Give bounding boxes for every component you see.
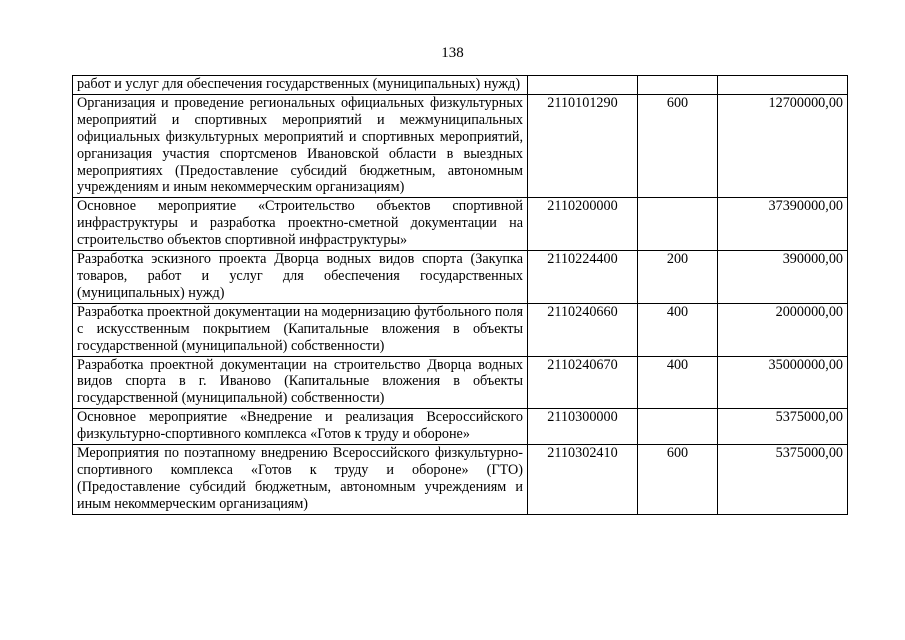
target-article-cell: 2110240670 xyxy=(528,356,638,409)
target-article-cell: 2110101290 xyxy=(528,94,638,197)
amount-cell: 5375000,00 xyxy=(718,409,848,445)
item-name-cell: Мероприятия по поэтапному внедрению Всероссийского физкультурно-спортивного комплекса «Готов к труду и обороне» (ГТО) (Предоставление субсидий бюджетным, автономным учреждениям и иным некоммерческим организациям) xyxy=(73,445,528,515)
amount-cell: 37390000,00 xyxy=(718,198,848,251)
table-row xyxy=(73,94,848,197)
table-row xyxy=(73,251,848,304)
amount-cell: 390000,00 xyxy=(718,251,848,304)
table-row xyxy=(73,409,848,445)
table-row xyxy=(73,445,848,515)
target-article-cell: 2110224400 xyxy=(528,251,638,304)
target-article-cell: 2110300000 xyxy=(528,409,638,445)
page-number: 138 xyxy=(441,45,464,61)
table-row xyxy=(73,303,848,356)
expense-type-cell: 200 xyxy=(638,251,718,304)
expense-type-cell: 600 xyxy=(638,445,718,515)
table-row xyxy=(73,76,848,95)
item-name-cell: Организация и проведение региональных официальных физкультурных мероприятий и спортивных мероприятий и межмуниципальных официальных физкультурных мероприятий и спортивных мероприятий, организация участия спортсменов Ивановской области в выездных мероприятиях (Предоставление субсидий бюджетным, автономным учреждениям и иным некоммерческим организациям) xyxy=(73,94,528,197)
expense-type-cell xyxy=(638,76,718,95)
item-name-cell: работ и услуг для обеспечения государственных (муниципальных) нужд) xyxy=(73,76,528,95)
item-name-cell: Разработка проектной документации на модернизацию футбольного поля с искусственным покрытием (Капитальные вложения в объекты государственной (муниципальной) собственности) xyxy=(73,303,528,356)
item-name-cell: Основное мероприятие «Внедрение и реализация Всероссийского физкультурно-спортивного комплекса «Готов к труду и обороне» xyxy=(73,409,528,445)
item-name-cell: Основное мероприятие «Строительство объектов спортивной инфраструктуры и разработка проектно-сметной документации на строительство объектов спортивной инфраструктуры» xyxy=(73,198,528,251)
amount-cell: 35000000,00 xyxy=(718,356,848,409)
expense-type-cell: 400 xyxy=(638,356,718,409)
expense-type-cell: 400 xyxy=(638,303,718,356)
target-article-cell: 2110302410 xyxy=(528,445,638,515)
amount-cell: 12700000,00 xyxy=(718,94,848,197)
amount-cell: 5375000,00 xyxy=(718,445,848,515)
target-article-cell xyxy=(528,76,638,95)
budget-table xyxy=(72,75,848,515)
table-row xyxy=(73,356,848,409)
item-name-cell: Разработка проектной документации на строительство Дворца водных видов спорта в г. Иваново (Капитальные вложения в объекты государственной (муниципальной) собственности) xyxy=(73,356,528,409)
expense-type-cell xyxy=(638,198,718,251)
amount-cell xyxy=(718,76,848,95)
expense-type-cell: 600 xyxy=(638,94,718,197)
table-row xyxy=(73,198,848,251)
target-article-cell: 2110200000 xyxy=(528,198,638,251)
expense-type-cell xyxy=(638,409,718,445)
target-article-cell: 2110240660 xyxy=(528,303,638,356)
item-name-cell: Разработка эскизного проекта Дворца водных видов спорта (Закупка товаров, работ и услуг для обеспечения государственных (муниципальных) нужд) xyxy=(73,251,528,304)
amount-cell: 2000000,00 xyxy=(718,303,848,356)
